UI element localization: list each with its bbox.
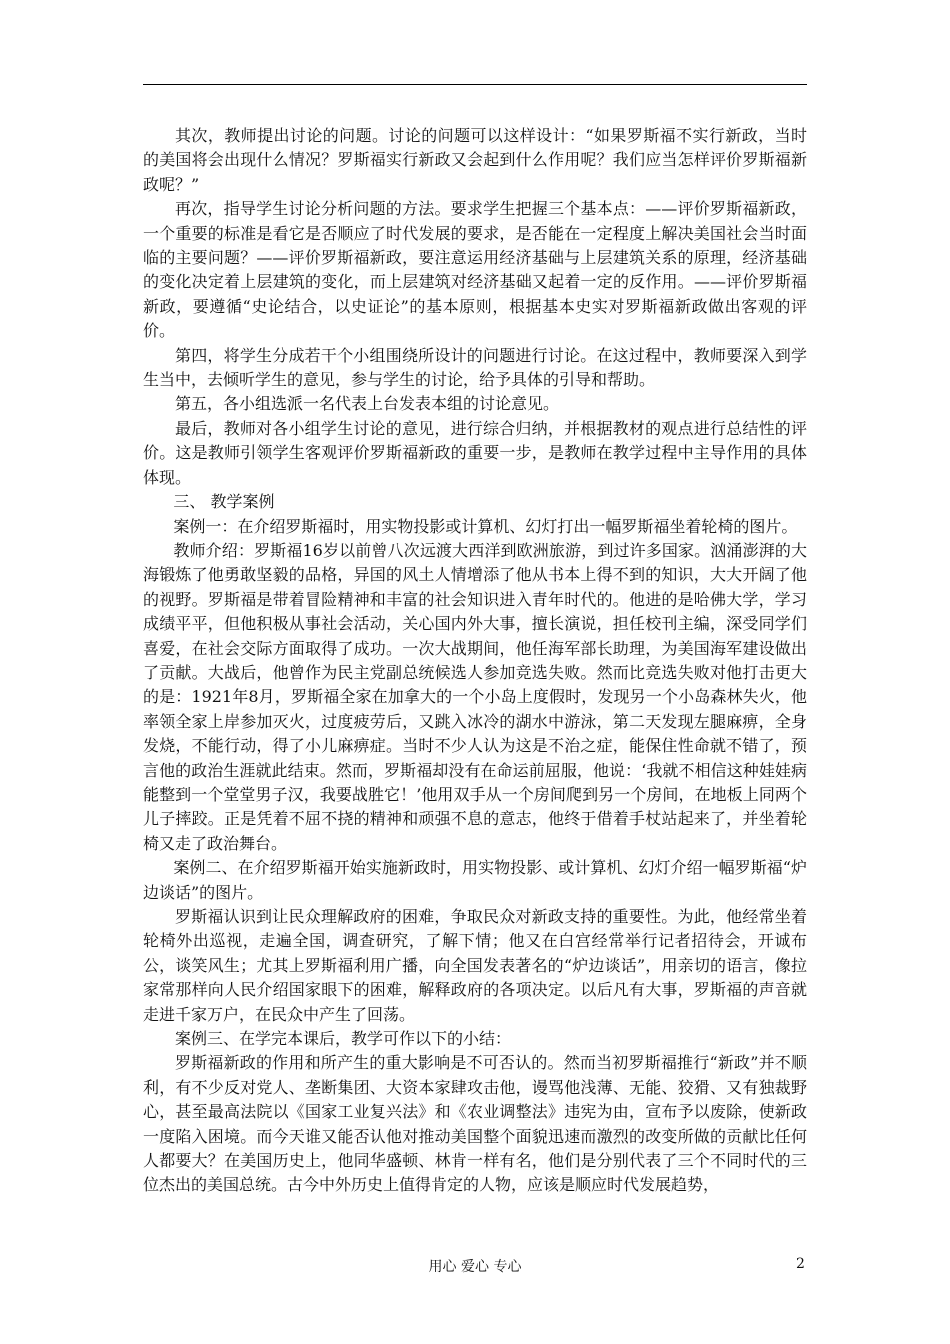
section-heading: 三、 教学案例 bbox=[173, 492, 275, 512]
paragraph: 罗斯福认识到让民众理解政府的困难，争取民众对新政支持的重要性。为此，他经常坐着轮椅外出巡视，走遍全国，调查研究，了解下情；他又在白宫经常举行记者招待会，开诚布公，谈笑风生；尤其上罗斯福利用广播，向全国发表著名的“炉边谈话”，用亲切的语言，像拉家常那样向人民介绍国家眼下的困难，解释政府的各项决定。以后凡有大事，罗斯福的声音就走进千家万户，在民众中产生了回荡。 bbox=[143, 907, 807, 1024]
paragraph: 案例一：在介绍罗斯福时，用实物投影或计算机、幻灯打出一幅罗斯福坐着轮椅的图片。 bbox=[173, 516, 798, 536]
footer-motto: 用心 爱心 专心 bbox=[428, 1259, 522, 1275]
paragraph: 教师介绍：罗斯福16岁以前曾八次远渡大西洋到欧洲旅游，到过许多国家。汹涌澎湃的大海锻炼了他勇敢坚毅的品格，异国的风土人情增添了他从书本上得不到的知识，大大开阔了他的视野。罗斯福是带着冒险精神和丰富的社会知识进入青年时代的。他进的是哈佛大学，学习成绩平平，但他积极从事社会活动，关心国内外大事，擅长演说，担任校刊主编，深受同学们喜爱，在社会交际方面取得了成功。一次大战期间，他任海军部长助理，为美国海军建设做出了贡献。大战后，他曾作为民主党副总统候选人参加竞选失败。然而比竞选失败对他打击更大的是：1921年8月，罗斯福全家在加拿大的一个小岛上度假时，发现另一个小岛森林失火，他率领全家上岸参加灭火，过度疲劳后，又跳入冰冷的湖水中游泳，第二天发现左腿麻痹，全身发烧，不能行动，得了小儿麻痹症。当时不少人认为这是不治之症，能保住性命就不错了，预言他的政治生涯就此结束。然而，罗斯福却没有在命运前屈服，他说：‘我就不相信这种娃娃病能整到一个堂堂男子汉，我要战胜它！’他用双手从一个房间爬到另一个房间，在地板上同两个儿子摔跤。正是凭着不屈不挠的精神和顽强不息的意志，他终于借着手杖站起来了，并坐着轮椅又走了政治舞台。 bbox=[143, 540, 807, 853]
paragraph: 再次，指导学生讨论分析问题的方法。要求学生把握三个基本点：——评价罗斯福新政，一个重要的标准是看它是否顺应了时代发展的要求，是否能在一定程度上解决美国社会当时面临的主要问题？——评价罗斯福新政，要注意运用经济基础与上层建筑关系的原理，经济基础的变化决定着上层建筑的变化，而上层建筑对经济基础又起着一定的反作用。——评价罗斯福新政，要遵循“史论结合，以史证论”的基本原则，根据基本史实对罗斯福新政做出客观的评价。 bbox=[143, 199, 807, 341]
page-number: 2 bbox=[796, 1256, 805, 1272]
paragraph: 案例三、在学完本课后，教学可作以下的小结： bbox=[175, 1029, 512, 1049]
document-body bbox=[143, 124, 807, 1198]
paragraph: 案例二、在介绍罗斯福开始实施新政时，用实物投影、或计算机、幻灯介绍一幅罗斯福“炉边谈话”的图片。 bbox=[143, 858, 807, 902]
paragraph: 第四，将学生分成若干个小组围绕所设计的问题进行讨论。在这过程中，教师要深入到学生当中，去倾听学生的意见，参与学生的讨论，给予具体的引导和帮助。 bbox=[143, 345, 807, 390]
paragraph: 第五，各小组选派一名代表上台发表本组的讨论意见。 bbox=[175, 394, 560, 414]
header-rule bbox=[143, 84, 807, 85]
paragraph: 最后，教师对各小组学生讨论的意见，进行综合归纳，并根据教材的观点进行总结性的评价。这是教师引领学生客观评价罗斯福新政的重要一步，是教师在教学过程中主导作用的具体体现。 bbox=[143, 418, 807, 487]
paragraph: 其次，教师提出讨论的问题。讨论的问题可以这样设计：“如果罗斯福不实行新政，当时的美国将会出现什么情况？罗斯福实行新政又会起到什么作用呢？我们应当怎样评价罗斯福新政呢？” bbox=[143, 126, 807, 194]
paragraph: 罗斯福新政的作用和所产生的重大影响是不可否认的。然而当初罗斯福推行“新政”并不顺利，有不少反对党人、垄断集团、大资本家肆攻击他，谩骂他浅薄、无能、狡猾、又有独裁野心，甚至最高法院以《国家工业复兴法》和《农业调整法》违宪为由，宣布予以废除，使新政一度陷入困境。而今天谁又能否认他对推动美国整个面貌迅速而激烈的改变所做的贡献比任何人都要大？在美国历史上，他同华盛顿、林肯一样有名，他们是分别代表了三个不同时代的三位杰出的美国总统。古今中外历史上值得肯定的人物，应该是顺应时代发展趋势， bbox=[143, 1053, 807, 1195]
